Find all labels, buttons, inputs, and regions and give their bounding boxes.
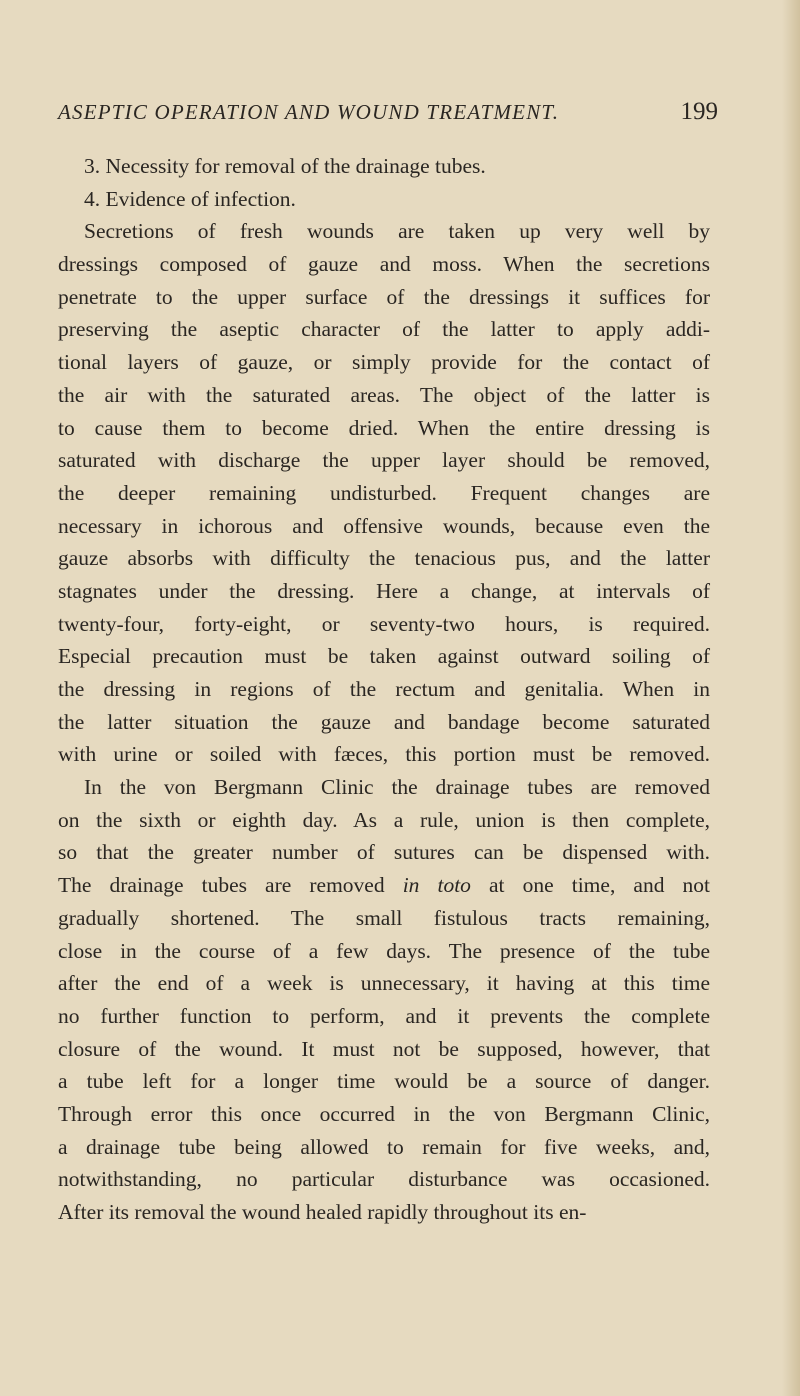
italic-phrase: in toto	[402, 873, 471, 898]
text-line: After its removal the wound healed rapidly throughout its en-	[58, 1200, 587, 1224]
text-line: Secretions of fresh wounds are taken up very well by	[84, 219, 710, 244]
text-line: closure of the wound. It must not be supposed, however, that	[58, 1036, 710, 1061]
text-line: Through error this once occurred in the von Bergmann Clinic,	[58, 1101, 710, 1126]
text-line: notwithstanding, no particular disturbance was occasioned.	[58, 1167, 710, 1192]
text-line: a drainage tube being allowed to remain for five weeks, and,	[58, 1134, 710, 1159]
text-line: close in the course of a few days. The presence of the tube	[58, 938, 710, 963]
text-line: In the von Bergmann Clinic the drainage tubes are removed	[84, 775, 710, 800]
text-line: with urine or soiled with fæces, this portion must be removed.	[58, 742, 710, 767]
text-line: saturated with discharge the upper layer should be removed,	[58, 448, 710, 473]
text-line: penetrate to the upper surface of the dressings it suffices for	[58, 284, 710, 309]
text-line: stagnates under the dressing. Here a change, at intervals of	[58, 578, 710, 603]
text-segment: at one time, and not	[470, 873, 710, 898]
text-line: the air with the saturated areas. The object of the latter is	[58, 382, 710, 407]
text-line: the latter situation the gauze and bandage become saturated	[58, 709, 710, 734]
page-header	[58, 92, 718, 132]
text-segment: The drainage tubes are removed	[58, 873, 403, 898]
text-line: necessary in ichorous and offensive wounds, because even the	[58, 513, 710, 538]
text-line: on the sixth or eighth day. As a rule, union is then complete,	[58, 807, 710, 832]
text-line: after the end of a week is unnecessary, it having at this time	[58, 971, 710, 996]
text-line: the dressing in regions of the rectum and genitalia. When in	[58, 677, 710, 701]
text-line: gradually shortened. The small fistulous tracts remaining,	[58, 905, 710, 930]
list-item-3: 3. Necessity for removal of the drainage tubes.	[84, 154, 486, 178]
text-line: tional layers of gauze, or simply provide for the contact of	[58, 350, 710, 375]
running-head: ASEPTIC OPERATION AND WOUND TREATMENT.	[58, 100, 560, 124]
body-text	[58, 150, 710, 1229]
text-line: to cause them to become dried. When the entire dressing is	[58, 415, 710, 440]
text-line: a tube left for a longer time would be a source of danger.	[58, 1069, 710, 1094]
text-line: twenty-four, forty-eight, or seventy-two hours, is required.	[58, 611, 710, 636]
list-item-4: 4. Evidence of infection.	[84, 186, 296, 211]
text-line: the deeper remaining undisturbed. Frequent changes are	[58, 480, 710, 505]
page-edge-shadow	[782, 0, 800, 1396]
text-line: Especial precaution must be taken against outward soiling of	[58, 644, 710, 669]
text-line: gauze absorbs with difficulty the tenacious pus, and the latter	[58, 546, 710, 571]
text-line: dressings composed of gauze and moss. When the secretions	[58, 252, 710, 277]
text-line-with-italic	[58, 869, 710, 902]
page-number: 199	[680, 98, 718, 125]
text-line: preserving the aseptic character of the latter to apply addi-	[58, 317, 710, 342]
text-line: so that the greater number of sutures can be dispensed with.	[58, 840, 710, 865]
text-line: no further function to perform, and it prevents the complete	[58, 1003, 710, 1028]
